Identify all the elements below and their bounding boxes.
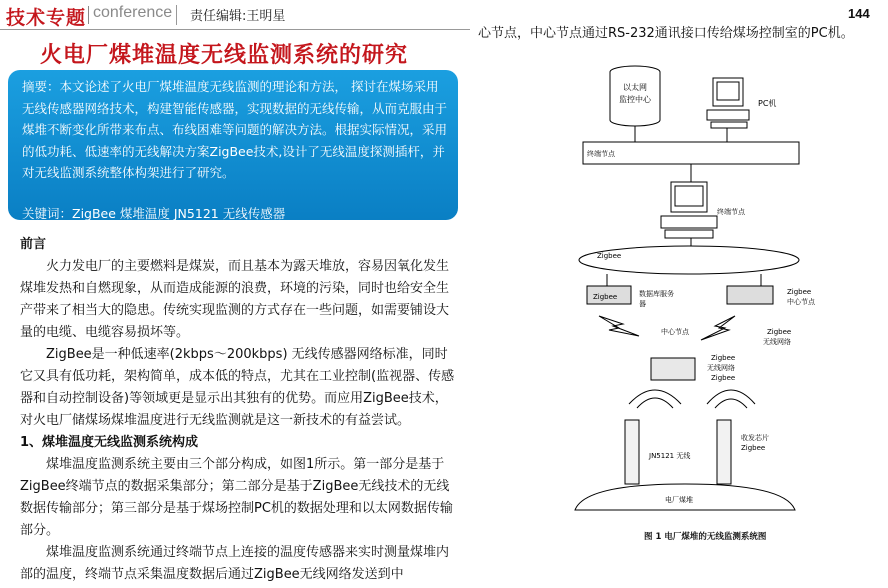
bus-label: 终端节点 — [587, 150, 615, 158]
abstract-box — [8, 70, 458, 220]
section-label: conference — [93, 4, 173, 21]
jn5121-label: JN5121 无线 — [649, 452, 691, 460]
router-label-3: Zigbee — [711, 374, 736, 382]
paragraph: ZigBee是一种低速率(2kbps～200kbps) 无线传感器网络标准，同时它又具有低功耗，架构简单，成本低的特点，尤其在工业控制(监视器、传感器和自动控制设备)等领域更是显示出其独有的优势。而应用ZigBee技术，对火电厂储煤场煤堆温度进行无线监测就是这一新技术的有益尝试。 — [20, 347, 455, 428]
monitor-center-label-1: 以太网 — [623, 83, 647, 92]
server-label: 终端节点 — [717, 208, 745, 216]
wave-icon — [715, 399, 747, 408]
zigbee-wireless-label-1: Zigbee — [767, 328, 792, 336]
probe-right — [717, 420, 731, 484]
zigbee-cloud-label: Zigbee — [597, 252, 622, 260]
collect-label-2: Zigbee — [741, 444, 766, 452]
wave-icon — [707, 390, 755, 404]
abstract-text: 摘要：本文论述了火电厂煤堆温度无线监测的理论和方法， 探讨在煤场采用无线传感器网络技术，构建智能传感器，实现数据的无线传输，从而克服由于煤堆不断变化所带来布点、布线困难等问题的解决方法。根据实际情况，采用的低功耗、低速率的无线解决方案ZigBee技术,设计了无线温度探测插杆，并对无线监测系统整体构架进行了研究。 — [22, 79, 448, 180]
right-column-text: 心节点，中心节点通过RS-232通讯接口传给煤场控制室的PC机。 — [478, 26, 854, 41]
monitor-center-icon — [610, 66, 660, 126]
zigbee-network — [579, 246, 799, 274]
zigbee-box-label: Zigbee — [593, 293, 618, 301]
ethernet-bus — [583, 142, 799, 164]
coordinator-box — [727, 286, 773, 304]
wireless-bolt-icon — [701, 316, 735, 340]
system-diagram — [565, 58, 815, 548]
center-node-label: 中心节点 — [661, 328, 689, 336]
router-label-1: Zigbee — [711, 354, 736, 362]
wave-icon — [637, 398, 673, 408]
preface-heading: 前言 — [20, 237, 47, 252]
page-number: 144 — [848, 6, 870, 21]
header-rule — [0, 29, 470, 30]
paragraph: 火力发电厂的主要燃料是煤炭，而且基本为露天堆放，容易因氧化发生煤堆发热和自燃现象，从而造成能源的浪费，环境的污染，同时也给安全生产带来了相当大的隐患。传统实现监测的方式存在一些问题，如需要铺设大量的电缆、电缆容易损坏等。 — [20, 259, 450, 340]
coal-yard-label: 电厂煤堆 — [665, 496, 693, 504]
divider — [176, 5, 177, 25]
figure-caption: 图 1 电厂煤堆的无线监测系统图 — [644, 532, 767, 542]
monitor-center-label-2: 监控中心 — [619, 95, 651, 104]
server-pc-icon — [661, 182, 717, 238]
body-column — [20, 234, 456, 586]
coord-label-2: 中心节点 — [787, 298, 815, 306]
zigbee-wireless-label-2: 无线网络 — [763, 338, 791, 346]
brand-label: 技术专题 — [6, 7, 87, 29]
wireless-bolt-icon — [599, 316, 639, 336]
section-heading: 1、煤堆温度无线监测系统构成 — [20, 435, 199, 450]
divider — [88, 6, 89, 24]
collect-label-1: 收发芯片 — [741, 434, 769, 442]
article-title: 火电厂煤堆温度无线监测系统的研究 — [40, 43, 409, 68]
db-server-label-2: 器 — [639, 300, 646, 308]
coord-label-1: Zigbee — [787, 288, 812, 296]
editor-label: 责任编辑:王明星 — [190, 9, 286, 24]
router-node — [651, 358, 695, 380]
pc-label: PC机 — [758, 99, 777, 108]
db-server-label-1: 数据库服务 — [639, 290, 674, 298]
paragraph: 煤堆温度监测系统主要由三个部分构成，如图1所示。第一部分是基于ZigBee终端节点的数据采集部分；第二部分是基于ZigBee无线技术的无线数据传输部分；第三部分是基于煤场控制PC机的数据处理和以太网数据传输部分。 — [20, 457, 453, 538]
paragraph: 煤堆温度监测系统通过终端节点上连接的温度传感器来实时测量煤堆内部的温度，终端节点采集温度数据后通过ZigBee无线网络发送到中 — [20, 545, 450, 582]
keywords: 关键词：ZigBee 煤堆温度 JN5121 无线传感器 — [22, 206, 286, 221]
wave-icon — [629, 390, 681, 404]
probe-left — [625, 420, 639, 484]
pc-icon — [707, 78, 749, 128]
router-label-2: 无线网络 — [707, 364, 735, 372]
